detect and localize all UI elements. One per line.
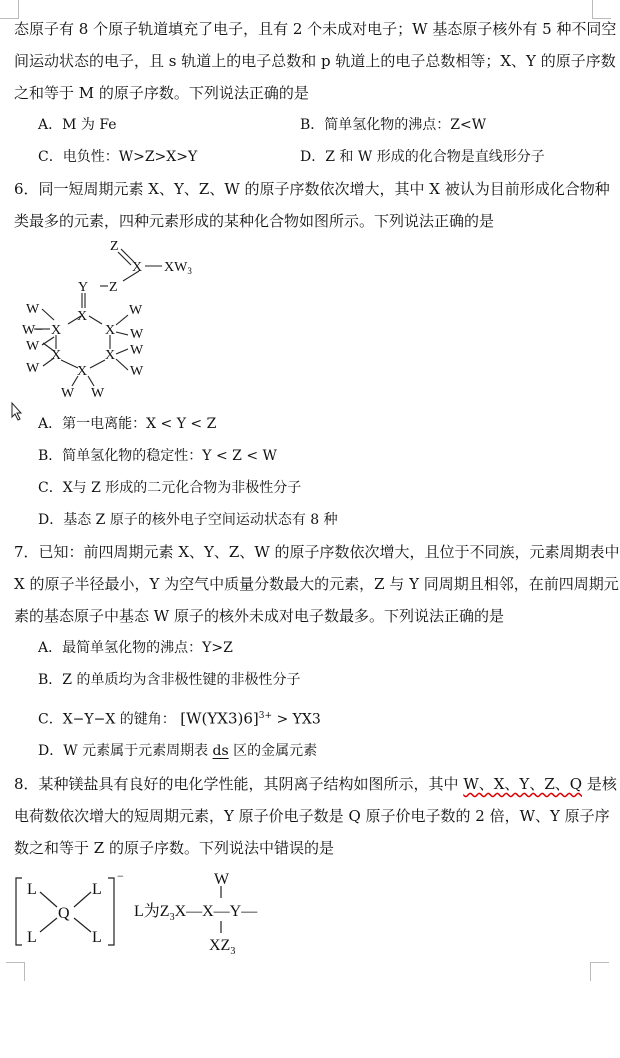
q8-stem-line-1 — [14, 774, 617, 794]
atom-w-10: W — [91, 386, 105, 401]
intro-option-d[interactable]: D．Z 和 W 形成的化合物是直线形分子 — [300, 149, 545, 165]
q8-stem-line-1-pre: 8．某种镁盐具有良好的电化学性能，其阴离子结构如图所示，其中 — [14, 775, 464, 793]
q7-option-c-suffix: > YX3 — [276, 711, 321, 728]
q8-stem-line-1-mark: W、X、Y、Z、Q — [463, 775, 583, 793]
crop-mark-top-left — [0, 0, 19, 19]
q6-stem-line-2: 类最多的元素，四种元素形成的某种化合物如图所示。下列说法正确的是 — [14, 212, 495, 230]
atom-w-3: W− — [22, 323, 44, 338]
crop-mark-bottom-left — [6, 962, 25, 981]
atom-w-9: W — [61, 386, 75, 401]
intro-option-b[interactable]: B．简单氢化物的沸点：Z<W — [300, 117, 487, 133]
intro-option-c[interactable]: C．电负性：W>Z>X>Y — [38, 149, 198, 165]
atom-y: Y — [78, 280, 89, 295]
intro-line-1: 态原子有 8 个原子轨道填充了电子，且有 2 个未成对电子；W 基态原子核外有 5 种不同空 — [14, 20, 617, 38]
q7-option-d[interactable] — [38, 741, 317, 761]
ligand-l-bottom-left: L — [27, 929, 37, 946]
q6-option-a[interactable]: A．第一电离能：X < Y < Z — [38, 416, 217, 432]
q7-option-d-post: 区的金属元素 — [228, 743, 318, 759]
intro-option-a[interactable]: A．M 为 Fe — [38, 117, 117, 133]
q7-option-b[interactable]: B．Z 的单质均为含非极性键的非极性分子 — [38, 672, 301, 688]
q8-stem-line-1-post: 是核 — [582, 775, 617, 793]
atom-xz3-bottom: $XZ_3$ — [209, 937, 236, 957]
ligand-l-bottom-right: L — [92, 929, 102, 946]
atom-x-ring-right-top: X — [105, 323, 116, 338]
atom-x-ring-top: X — [77, 309, 88, 324]
q6-option-b[interactable]: B．简单氢化物的稳定性：Y < Z < W — [38, 448, 277, 464]
q7-stem-line-2: X 的原子半径最小，Y 为空气中质量分数最大的元素，Z 与 Y 同周期且相邻，在前四周期元 — [14, 575, 619, 593]
q7-option-a[interactable]: A．最简单氢化物的沸点：Y>Z — [38, 640, 233, 656]
atom-w-8: W — [130, 364, 144, 379]
atom-w-1: W — [26, 302, 40, 317]
q7-stem-line-1: 7．已知：前四周期元素 X、Y、Z、W 的原子序数依次增大，且位于不同族，元素周期表中 — [14, 543, 620, 561]
atom-w-2: W — [129, 303, 143, 318]
atom-xw3: $XW_3$ — [164, 260, 192, 276]
atom-x-carbonyl: X — [132, 260, 143, 275]
atom-x-ring-right-bottom: X — [105, 348, 116, 363]
q7-option-c-formula: [W(YX3)6] — [180, 709, 259, 728]
atom-w-5: W — [26, 339, 40, 354]
ligand-definition: L为$Z_3X—X—Y—$ — [134, 903, 258, 923]
q8-anion-structure-diagram — [14, 870, 304, 955]
q7-option-c-prefix: C．X−Y−X 的键角： — [38, 711, 176, 728]
q7-option-d-pre: D．W 元素属于元素周期表 — [38, 743, 213, 759]
q8-stem-line-3: 数之和等于 Z 的原子序数。下列说法中错误的是 — [14, 839, 334, 857]
atom-x-ring-bottom-label: X — [77, 364, 88, 379]
atom-w-top: W — [214, 871, 230, 888]
atom-z-top: Z — [110, 239, 119, 254]
intro-line-3: 之和等于 M 的原子序数。下列说法正确的是 — [14, 84, 309, 102]
atom-w-4: W — [130, 327, 144, 342]
cursor-icon — [8, 402, 24, 422]
atom-x-ring-left-top: X — [51, 323, 62, 338]
atom-w-6: W — [130, 343, 144, 358]
crop-mark-top-right — [592, 0, 611, 19]
ligand-l-top-left: L — [27, 881, 37, 898]
q7-option-d-mark: ds — [212, 743, 229, 759]
q6-stem-line-1: 6．同一短周期元素 X、Y、Z、W 的原子序数依次增大，其中 X 被认为目前形成化合物种 — [14, 180, 610, 198]
atom-q-center: Q — [58, 905, 70, 922]
q6-option-c[interactable]: C．X与 Z 形成的二元化合物为非极性分子 — [38, 480, 302, 496]
atom-w-7: W — [26, 361, 40, 376]
q6-option-d[interactable]: D．基态 Z 原子的核外电子空间运动状态有 8 种 — [38, 512, 338, 528]
anion-charge: − — [117, 869, 124, 883]
atom-z-mid: Z — [109, 280, 118, 295]
q6-structure-diagram — [14, 234, 204, 399]
q7-stem-line-3: 素的基态原子中基态 W 原子的核外未成对电子数最多。下列说法正确的是 — [14, 607, 504, 625]
ligand-l-top-right: L — [92, 881, 102, 898]
q8-stem-line-2: 电荷数依次增大的短周期元素，Y 原子价电子数是 Q 原子价电子数的 2 倍，W、Y 原子序 — [14, 807, 610, 825]
intro-line-2: 间运动状态的电子，且 s 轨道上的电子总数和 p 轨道上的电子总数相等；X、Y 的原子序数 — [14, 52, 616, 70]
q7-option-c[interactable] — [38, 706, 321, 730]
atom-x-ring-left-bottom: X — [51, 348, 62, 363]
q7-option-c-charge: 3+ — [258, 711, 273, 721]
crop-mark-bottom-right — [590, 962, 609, 981]
